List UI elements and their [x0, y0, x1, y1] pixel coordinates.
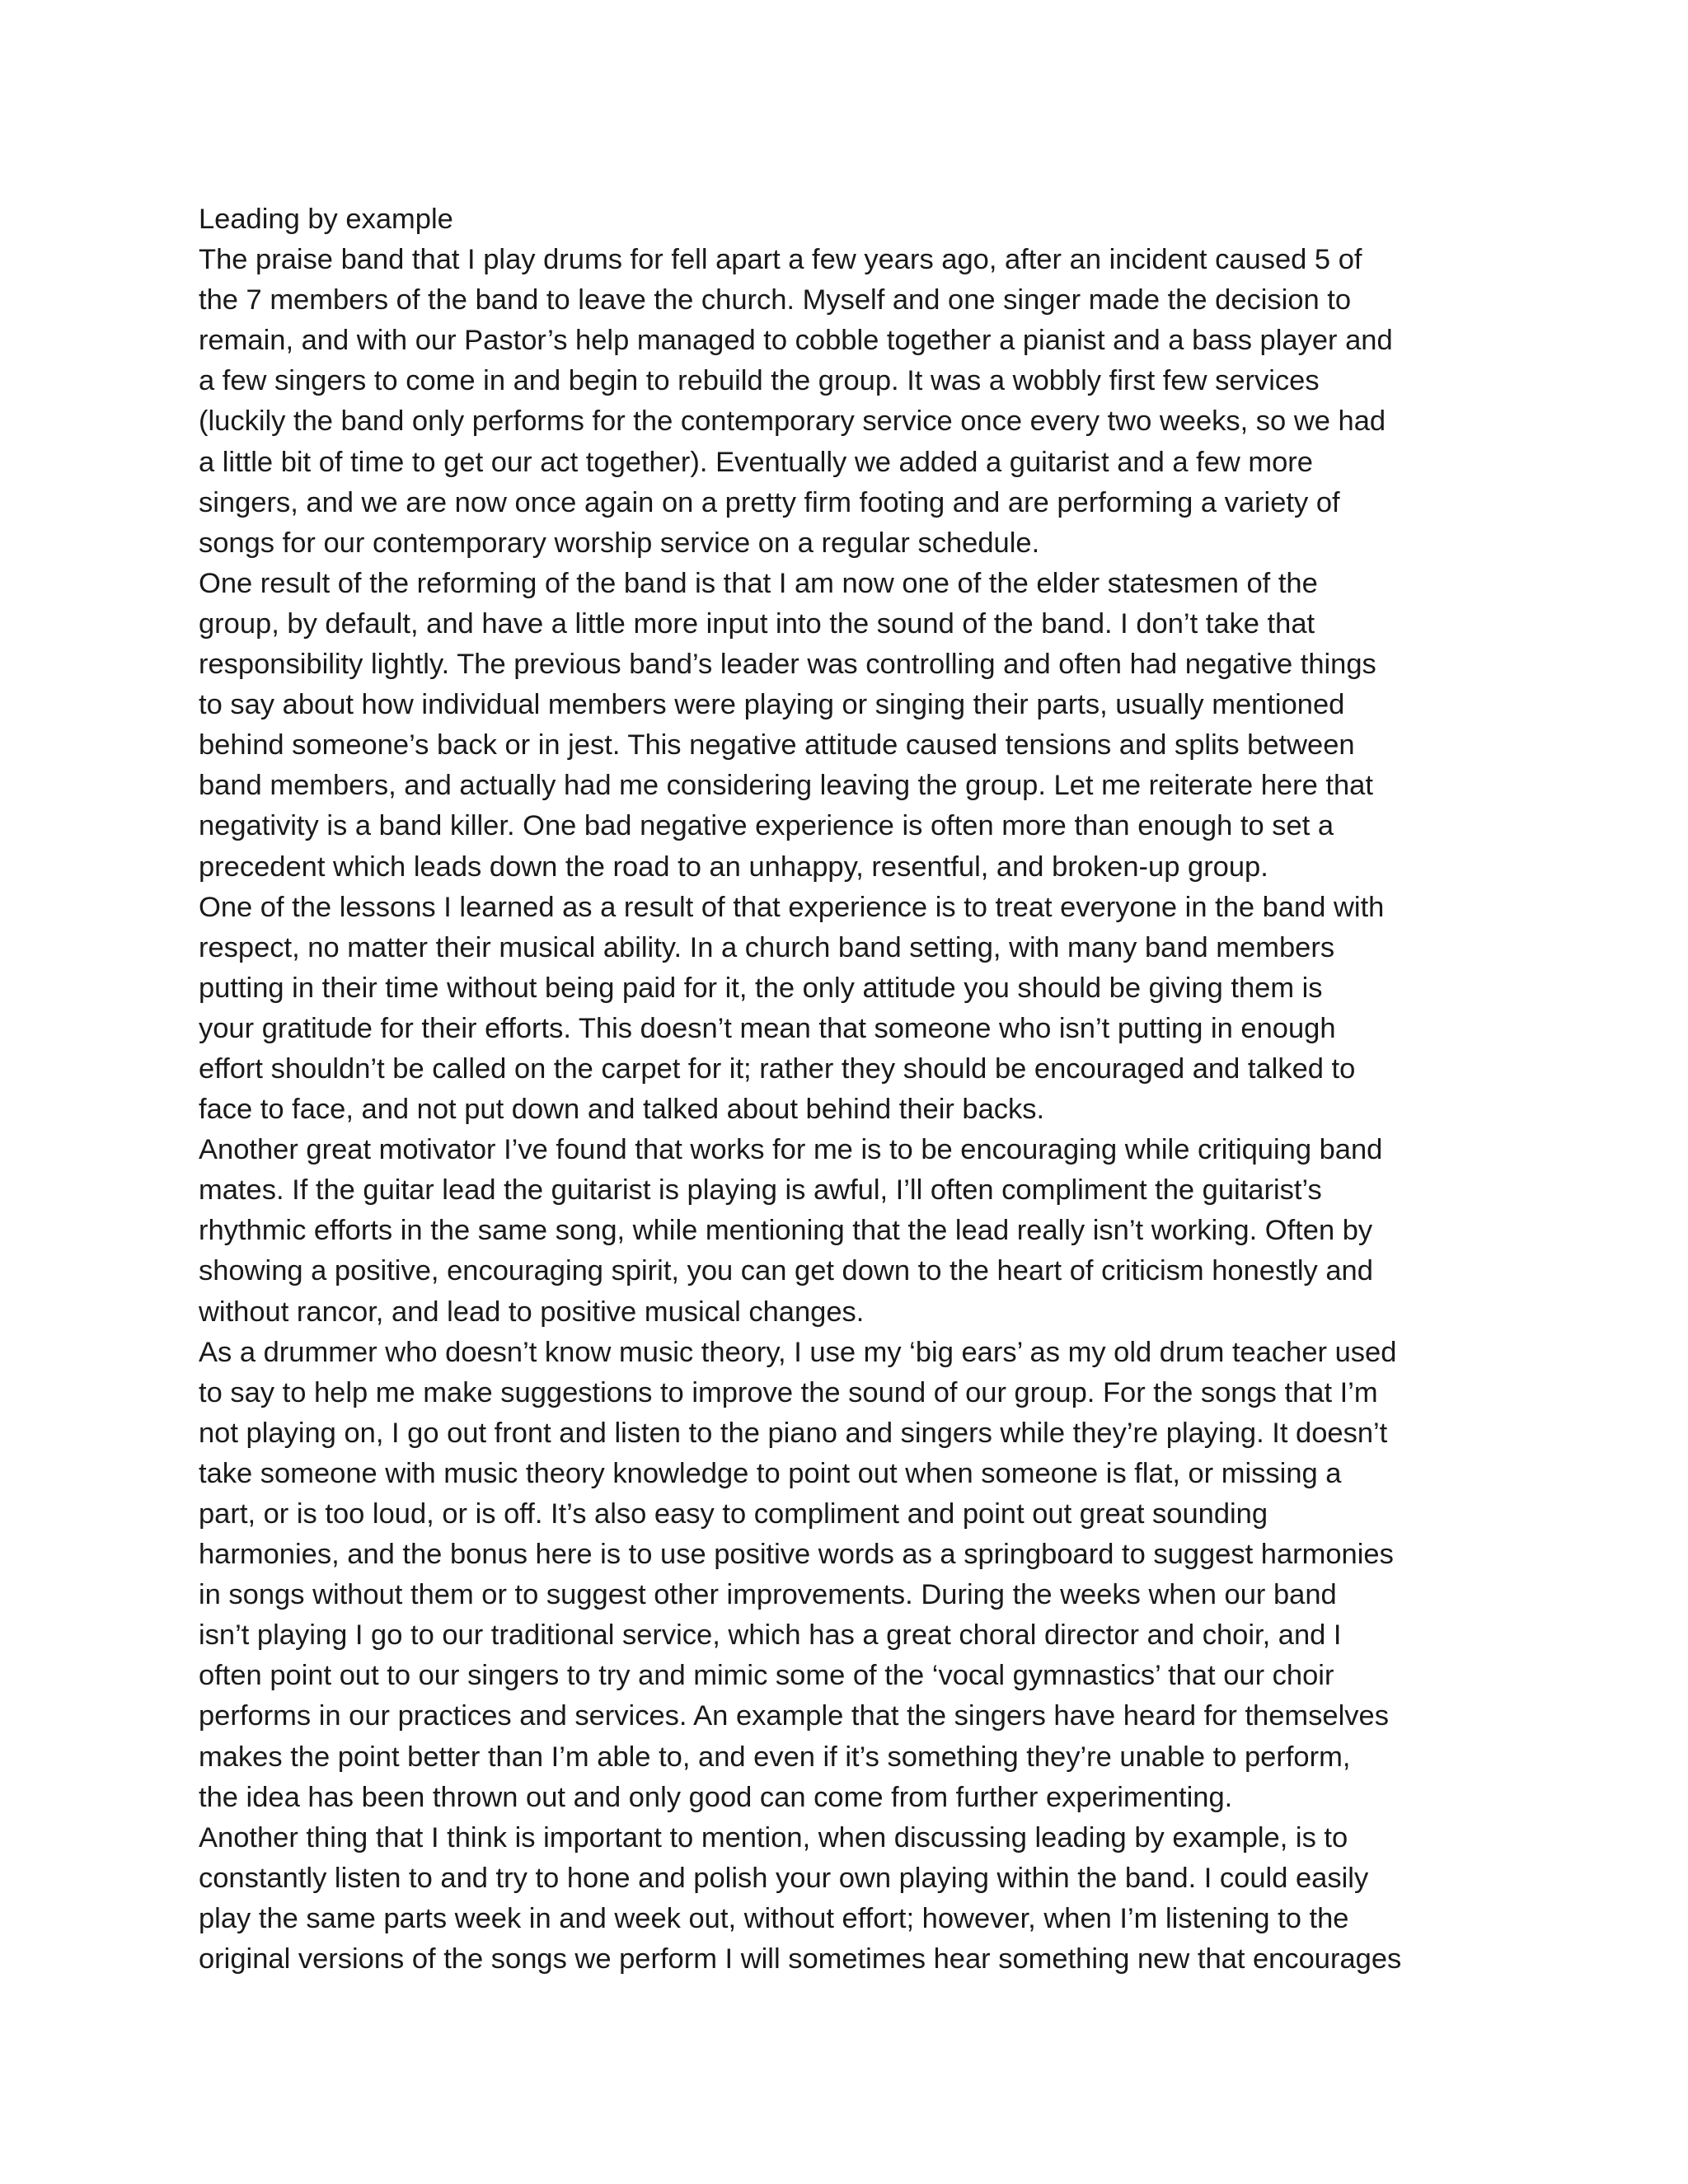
- paragraph-6: [199, 1818, 1517, 1980]
- paragraph-line: Another thing that I think is important to mention, when discussing leading by example, is to: [199, 1821, 1348, 1854]
- paragraph-line: The praise band that I play drums for fell apart a few years ago, after an incident caused 5 of: [199, 244, 1362, 276]
- paragraph-line: responsibility lightly. The previous band’s leader was controlling and often had negative things: [199, 649, 1376, 681]
- paragraph-line: effort shouldn’t be called on the carpet for it; rather they should be encouraged and talked to: [199, 1052, 1356, 1085]
- paragraph-line: not playing on, I go out front and listen to the piano and singers while they’re playing. It doesn’t: [199, 1417, 1388, 1449]
- paragraph-line: a few singers to come in and begin to rebuild the group. It was a wobbly first few services: [199, 365, 1320, 397]
- paragraph-line: remain, and with our Pastor’s help managed to cobble together a pianist and a bass player and: [199, 325, 1393, 357]
- paragraph-line: to say about how individual members were playing or singing their parts, usually mentioned: [199, 689, 1345, 721]
- paragraph-line: take someone with music theory knowledge to point out when someone is flat, or missing a: [199, 1457, 1342, 1489]
- paragraph-1: [199, 240, 1517, 564]
- paragraph-line: songs for our contemporary worship service on a regular schedule.: [199, 527, 1040, 559]
- paragraph-line: behind someone’s back or in jest. This negative attitude caused tensions and splits between: [199, 729, 1355, 762]
- paragraph-line: a little bit of time to get our act together). Eventually we added a guitarist and a few more: [199, 446, 1313, 478]
- paragraph-line: One result of the reforming of the band is that I am now one of the elder statesmen of the: [199, 567, 1318, 599]
- paragraph-line: band members, and actually had me considering leaving the group. Let me reiterate here that: [199, 770, 1373, 802]
- paragraph-line: Another great motivator I’ve found that works for me is to be encouraging while critiquing band: [199, 1134, 1383, 1166]
- paragraph-line: (luckily the band only performs for the contemporary service once every two weeks, so we had: [199, 405, 1386, 438]
- paragraph-4: [199, 1130, 1517, 1332]
- paragraph-line: often point out to our singers to try and mimic some of the ‘vocal gymnastics’ that our choir: [199, 1660, 1334, 1692]
- paragraph-line: part, or is too loud, or is off. It’s also easy to compliment and point out great sounding: [199, 1498, 1268, 1530]
- paragraph-line: constantly listen to and try to hone and polish your own playing within the band. I could easily: [199, 1862, 1369, 1894]
- paragraph-line: showing a positive, encouraging spirit, you can get down to the heart of criticism honestly and: [199, 1255, 1373, 1287]
- paragraph-line: face to face, and not put down and talked about behind their backs.: [199, 1094, 1045, 1126]
- paragraph-line: group, by default, and have a little more input into the sound of the band. I don’t take that: [199, 607, 1315, 640]
- paragraph-line: As a drummer who doesn’t know music theory, I use my ‘big ears’ as my old drum teacher used: [199, 1336, 1397, 1368]
- paragraph-line: putting in their time without being paid for it, the only attitude you should be giving them is: [199, 972, 1323, 1004]
- paragraph-line: mates. If the guitar lead the guitarist is playing is awful, I’ll often compliment the guitarist’s: [199, 1174, 1322, 1207]
- document-title: Leading by example: [199, 204, 453, 235]
- paragraph-line: respect, no matter their musical ability. In a church band setting, with many band members: [199, 931, 1335, 963]
- paragraph-line: play the same parts week in and week out, without effort; however, when I’m listening to the: [199, 1902, 1349, 1934]
- paragraph-line: rhythmic efforts in the same song, while mentioning that the lead really isn’t working. Often by: [199, 1215, 1373, 1247]
- paragraph-line: harmonies, and the bonus here is to use positive words as a springboard to suggest harmonies: [199, 1539, 1394, 1571]
- paragraph-line: precedent which leads down the road to an unhappy, resentful, and broken-up group.: [199, 851, 1268, 883]
- paragraph-line: original versions of the songs we perform I will sometimes hear something new that encourages: [199, 1943, 1402, 1975]
- paragraph-line: singers, and we are now once again on a pretty firm footing and are performing a variety of: [199, 486, 1340, 518]
- paragraph-line: negativity is a band killer. One bad negative experience is often more than enough to set a: [199, 810, 1334, 842]
- paragraph-line: performs in our practices and services. An example that the singers have heard for themselves: [199, 1700, 1389, 1732]
- paragraph-line: makes the point better than I’m able to, and even if it’s something they’re unable to perform,: [199, 1741, 1351, 1773]
- paragraph-5: [199, 1333, 1517, 1818]
- paragraph-3: [199, 888, 1517, 1131]
- paragraph-line: to say to help me make suggestions to improve the sound of our group. For the songs that I’m: [199, 1376, 1378, 1408]
- paragraph-2: [199, 564, 1517, 888]
- paragraph-line: One of the lessons I learned as a result of that experience is to treat everyone in the band with: [199, 891, 1385, 923]
- paragraph-line: the idea has been thrown out and only good can come from further experimenting.: [199, 1781, 1233, 1813]
- paragraph-line: in songs without them or to suggest other improvements. During the weeks when our band: [199, 1579, 1337, 1611]
- paragraph-line: isn’t playing I go to our traditional service, which has a great choral director and choir, and I: [199, 1619, 1342, 1652]
- paragraph-line: without rancor, and lead to positive musical changes.: [199, 1296, 865, 1328]
- document-body: [199, 199, 1517, 1980]
- paragraph-line: your gratitude for their efforts. This doesn’t mean that someone who isn’t putting in enough: [199, 1012, 1336, 1044]
- paragraph-line: the 7 members of the band to leave the church. Myself and one singer made the decision to: [199, 284, 1352, 316]
